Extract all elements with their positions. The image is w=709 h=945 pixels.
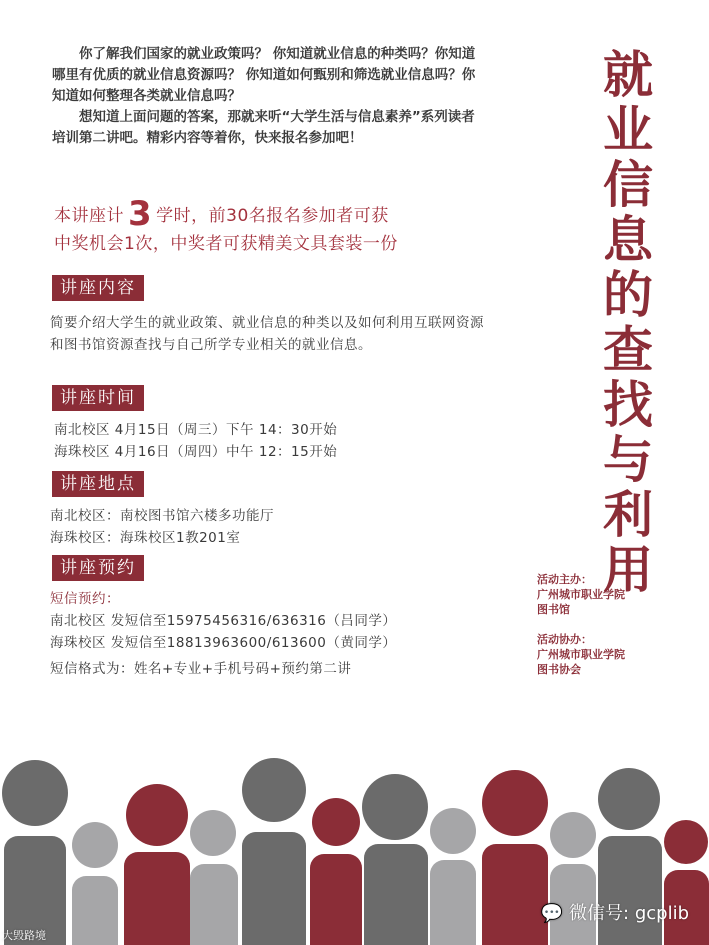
wechat-icon: 💬	[540, 903, 564, 924]
time-list	[54, 419, 494, 463]
person-head	[190, 810, 236, 856]
intro-text	[52, 44, 482, 149]
heading-booking: 讲座预约	[52, 555, 144, 581]
person-body	[482, 844, 548, 945]
title-char: 的	[603, 266, 653, 324]
person-head	[126, 784, 188, 846]
place-list	[50, 505, 490, 549]
intro-paragraph-1: 你了解我们国家的就业政策吗？ 你知道就业信息的种类吗？你知道哪里有优质的就业信息资源吗？ 你知道如何甄别和筛选就业信息吗？你知道如何整理各类就业信息吗？	[52, 46, 476, 104]
time-line-haizhu: 海珠校区 4月16日（周四）中午 12：15开始	[54, 444, 338, 460]
person-head	[598, 768, 660, 830]
title-char: 查	[603, 321, 653, 379]
wechat-watermark	[541, 899, 689, 925]
booking-line-haizhu: 海珠校区 发短信至18813963600/613600（黄同学）	[50, 635, 397, 651]
host-line-1: 广州城市职业学院	[537, 588, 625, 601]
person-head	[2, 760, 68, 826]
heading-place: 讲座地点	[52, 471, 144, 497]
organizer-host	[537, 572, 625, 617]
person-body	[430, 860, 476, 945]
person-body	[310, 854, 362, 945]
person-head	[550, 812, 596, 858]
heading-content: 讲座内容	[52, 275, 144, 301]
title-char: 与	[603, 431, 653, 489]
title-char: 业	[603, 101, 653, 159]
person-body	[364, 844, 428, 945]
content-text: 简要介绍大学生的就业政策、就业信息的种类以及如何利用互联网资源和图书馆资源查找与自己所学专业相关的就业信息。	[50, 315, 484, 353]
booking-format: 短信格式为：姓名+专业+手机号码+预约第二讲	[50, 661, 352, 677]
organizer-co	[537, 632, 625, 677]
prize-statement	[54, 194, 494, 258]
person-body	[124, 852, 190, 945]
watermark-left: 大毁路境	[2, 929, 46, 942]
person-body	[190, 864, 238, 945]
host-label: 活动主办：	[537, 573, 592, 586]
prize-pre: 本讲座计	[54, 206, 124, 226]
co-line-1: 广州城市职业学院	[537, 648, 625, 661]
booking-sub: 短信预约：	[50, 591, 120, 607]
person-head	[362, 774, 428, 840]
wechat-id: 微信号: gcplib	[569, 903, 689, 924]
co-line-2: 图书协会	[537, 663, 581, 676]
person-head	[312, 798, 360, 846]
person-head	[430, 808, 476, 854]
prize-post: 学时，前30名报名参加者可获	[156, 206, 389, 226]
vertical-title	[596, 48, 660, 598]
person-head	[482, 770, 548, 836]
place-line-haizhu: 海珠校区：海珠校区1教201室	[50, 530, 241, 546]
booking-list	[50, 588, 490, 680]
person-head	[664, 820, 708, 864]
title-char: 用	[603, 541, 653, 599]
title-char: 找	[603, 376, 653, 434]
prize-hours-number: 3	[128, 194, 153, 234]
person-body	[72, 876, 118, 945]
person-head	[72, 822, 118, 868]
prize-line-2: 中奖机会1次，中奖者可获精美文具套装一份	[54, 234, 398, 254]
title-char: 利	[603, 486, 653, 544]
person-body	[598, 836, 662, 945]
heading-time: 讲座时间	[52, 385, 144, 411]
intro-paragraph-2: 想知道上面问题的答案，那就来听“大学生活与信息素养”系列读者培训第二讲吧。精彩内容等着你，快来报名参加吧！	[52, 109, 475, 146]
title-char: 息	[603, 211, 653, 269]
title-char: 信	[603, 156, 653, 214]
title-char: 就	[603, 46, 653, 104]
place-line-nanbei: 南北校区：南校图书馆六楼多功能厅	[50, 508, 274, 524]
time-line-nanbei: 南北校区 4月15日（周三）下午 14：30开始	[54, 422, 338, 438]
person-body	[242, 832, 306, 945]
co-label: 活动协办：	[537, 633, 592, 646]
booking-line-nanbei: 南北校区 发短信至15975456316/636316（吕同学）	[50, 613, 397, 629]
host-line-2: 图书馆	[537, 603, 570, 616]
person-head	[242, 758, 306, 822]
